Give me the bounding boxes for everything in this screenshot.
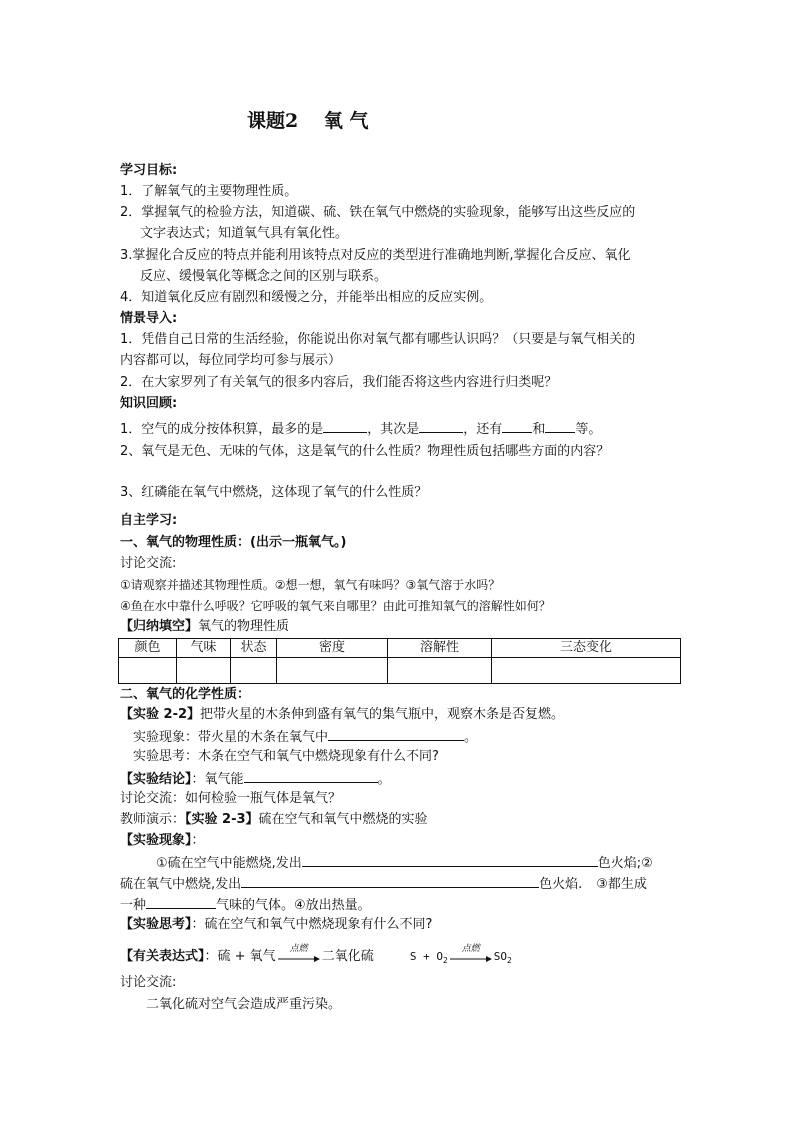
intro-item: 2．在大家罗列了有关氧气的很多内容后，我们能否将这些内容进行归类呢？ (120, 375, 558, 390)
table-header: 密度 (277, 639, 388, 658)
sulfur-line-2: 硫在氧气中燃烧,发出 色火焰. ③都生成 (120, 877, 647, 892)
intro-heading: 情景导入: (120, 311, 178, 326)
section-chemical: 二、氧气的化学性质： (120, 687, 251, 702)
experiment-2-2: 【实验 2-2】把带火星的木条伸到盛有氧气的集气瓶中，观察木条是否复燃。 (120, 707, 565, 722)
summary-line: 【归纳填空】氧气的物理性质 (120, 619, 290, 634)
table-header: 气味 (177, 639, 231, 658)
fill-blank[interactable] (244, 770, 378, 783)
section-physical: 一、氧气的物理性质：(出示一瓶氧气。) (120, 535, 347, 550)
discuss-check: 讨论交流：如何检验一瓶气体是氧气？ (120, 791, 342, 806)
fill-blank[interactable] (241, 875, 539, 888)
objective-item: 4．知道氧化反应有剧烈和缓慢之分，并能举出相应的反应实例。 (120, 290, 493, 305)
fill-blank[interactable] (545, 420, 575, 433)
fill-blank[interactable] (146, 896, 216, 909)
table-cell[interactable] (231, 658, 277, 684)
review-q1: 1．空气的成分按体积算，最多的是 ，其次是 ，还有 和 等。 (120, 422, 602, 437)
table-cell[interactable] (119, 658, 177, 684)
discuss-item: ①请观察并描述其物理性质。②想一想，氧气有味吗？③氧气溶于水吗？ (120, 578, 501, 592)
phenomenon-line: 实验现象：带火星的木条在氧气中 。 (133, 730, 478, 745)
physical-properties-table (118, 638, 681, 684)
table-header: 三态变化 (492, 639, 681, 658)
review-q3: 3、红磷能在氧气中燃烧，这体现了氧气的什么性质？ (120, 485, 428, 500)
discuss-item: ④鱼在水中靠什么呼吸？它呼吸的氧气来自哪里？由此可推知氧气的溶解性如何？ (120, 599, 551, 613)
review-heading: 知识回顾: (120, 396, 178, 411)
pollution-note: 二氧化硫对空气会造成严重污染。 (146, 997, 342, 1012)
phenomenon-heading: 【实验现象】： (120, 833, 205, 848)
objective-item: 文字表达式；知道氧气具有氧化性。 (140, 226, 349, 241)
table-cell[interactable] (492, 658, 681, 684)
table-cell[interactable] (277, 658, 388, 684)
table-header: 颜色 (119, 639, 177, 658)
demo-line: 教师演示：【实验 2-3】硫在空气和氧气中燃烧的实验 (120, 812, 428, 827)
chemical-formula: $SO_2$ (493, 950, 512, 966)
discuss-label: 讨论交流: (120, 556, 177, 571)
fill-blank[interactable] (328, 728, 464, 741)
chemical-formula: $S + O_2$ (409, 950, 448, 966)
thinking-line: 实验思考：木条在空气和氧气中燃烧现象有什么不同? (133, 749, 439, 764)
objective-item: 2．掌握氧气的检验方法，知道碳、硫、铁在氧气中燃烧的实验现象，能够写出这些反应的 (120, 205, 636, 220)
self-study-heading: 自主学习: (120, 513, 178, 528)
intro-item: 1．凭借自己日常的生活经验，你能说出你对氧气都有哪些认识吗？（只要是与氧气相关的 (120, 332, 636, 347)
fill-blank[interactable] (302, 854, 598, 867)
table-cell[interactable] (177, 658, 231, 684)
discuss-label-2: 讨论交流: (120, 975, 177, 990)
reaction-arrow: 点燃 (450, 950, 492, 964)
conclusion-line: 【实验结论】：氧气能 。 (120, 772, 391, 787)
sulfur-line-3: 一种 气味的气体。④放出热量。 (120, 898, 371, 913)
objective-item: 3.掌握化合反应的特点并能利用该特点对反应的类型进行准确地判断,掌握化合反应、氧化 (120, 248, 631, 263)
intro-item: 内容都可以，每位同学均可参与展示） (120, 353, 342, 368)
fill-blank[interactable] (323, 420, 367, 433)
table-cell[interactable] (388, 658, 492, 684)
fill-blank[interactable] (419, 420, 463, 433)
thinking-sulfur: 【实验思考】：硫在空气和氧气中燃烧现象有什么不同? (120, 917, 433, 932)
fill-blank[interactable] (502, 420, 532, 433)
table-header: 溶解性 (388, 639, 492, 658)
expression-line: 【有关表达式】：硫 + 氧气 点燃 二氧化硫 $S + O_2$ 点燃 $SO_2$ (120, 943, 512, 966)
review-q2: 2、氧气是无色、无味的气体，这是氧气的什么性质？物理性质包括哪些方面的内容？ (120, 444, 610, 459)
page-title: 课题2 氧 气 (247, 110, 369, 132)
objective-item: 1．了解氧气的主要物理性质。 (120, 184, 298, 199)
table-header: 状态 (231, 639, 277, 658)
sulfur-line-1: ①硫在空气中能燃烧,发出 色火焰;② (156, 856, 653, 871)
objectives-heading: 学习目标: (120, 163, 178, 178)
objective-item: 反应、缓慢氧化等概念之间的区别与联系。 (140, 269, 388, 284)
reaction-arrow: 点燃 (278, 950, 320, 964)
